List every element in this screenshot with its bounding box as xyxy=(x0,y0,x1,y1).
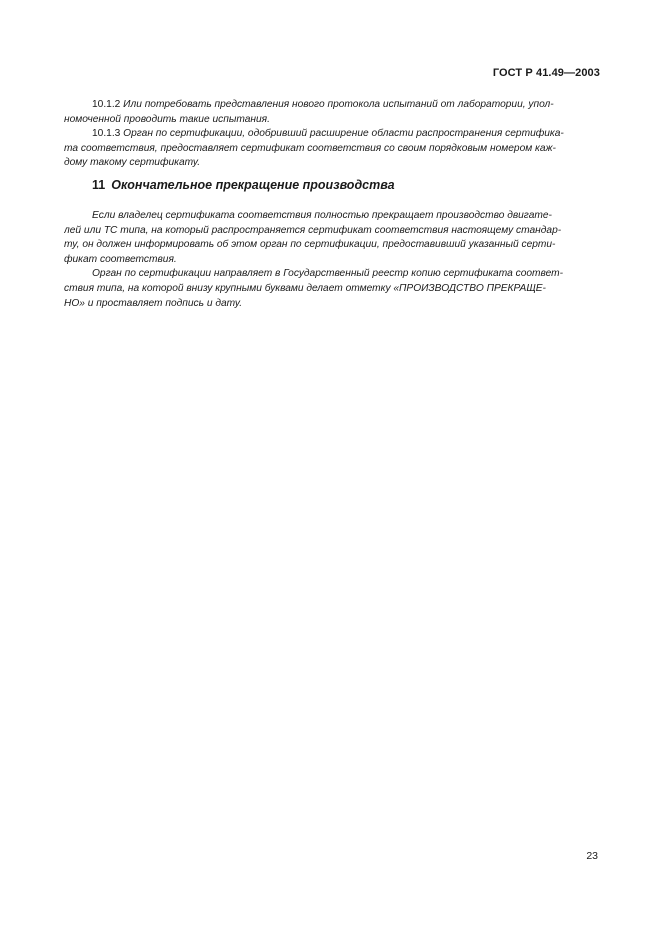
section-11-title: Окончательное прекращение производства xyxy=(111,178,395,192)
section-11-para-2-line-1: Орган по сертификации направляет в Государственный реестр копию сертификата соответ- xyxy=(92,268,564,280)
section-11-para-2-line-2: ствия типа, на которой внизу крупными буквами делает отметку «ПРОИЗВОДСТВО ПРЕКРАЩЕ- xyxy=(64,282,546,294)
page-number: 23 xyxy=(586,850,598,862)
section-11-para-1-line-2: лей или ТС типа, на который распространяется сертификат соответствия настоящему стандар- xyxy=(64,224,562,236)
clause-10-1-3-line-1: 10.1.3 Орган по сертификации, одобривший расширение области распространения сертифика- xyxy=(92,128,564,140)
clauses-10-1-block xyxy=(64,98,598,171)
section-11-para-1-line-1: Если владелец сертификата соответствия полностью прекращает производство двигате- xyxy=(92,210,552,221)
section-11-para-1-line-4: фикат соответствия. xyxy=(64,253,177,265)
section-11-body xyxy=(64,209,598,311)
clause-10-1-2-line-1: 10.1.2 Или потребовать представления нового протокола испытаний от лаборатории, упол- xyxy=(92,99,554,110)
section-11-number: 11 xyxy=(92,178,106,192)
section-11-heading xyxy=(92,178,395,192)
clause-10-1-2-number: 10.1.2 xyxy=(92,99,121,110)
clause-10-1-2-line-2: номоченной проводить такие испытания. xyxy=(64,113,270,125)
clause-10-1-3-number: 10.1.3 xyxy=(92,128,121,140)
section-11-para-2-line-3: НО» и проставляет подпись и дату. xyxy=(64,297,243,309)
section-11-para-1-line-3: ту, он должен информировать об этом орган по сертификации, предоставивший указанный серти- xyxy=(64,239,556,251)
clause-10-1-3-line-3: дому такому сертификату. xyxy=(64,157,201,169)
clause-10-1-3-line-2: та соответствия, предоставляет сертификат соответствия со своим порядковым номером каж- xyxy=(64,142,556,154)
document-code-header: ГОСТ Р 41.49—2003 xyxy=(492,67,600,79)
